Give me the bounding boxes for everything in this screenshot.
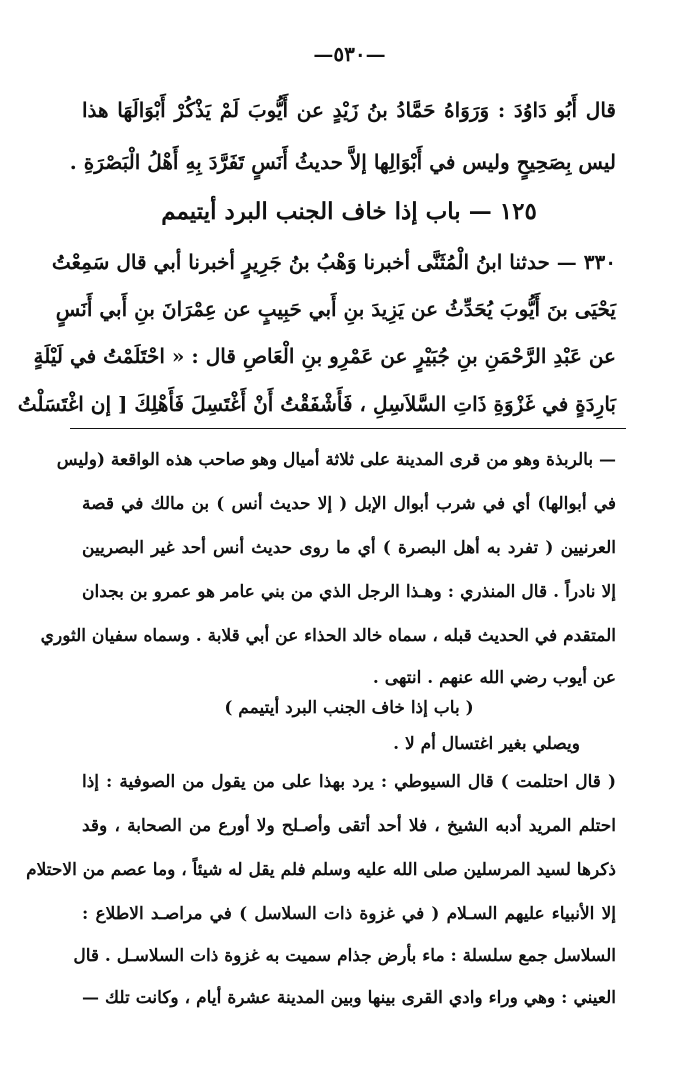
commentary-line: العيني : وهي وراء وادي القرى بينها وبين المدينة عشرة أيام ، وكانت تلك — bbox=[82, 988, 616, 1008]
commentary-line: عن أيوب رضي الله عنهم . انتهى . bbox=[372, 668, 616, 688]
hadith-text-line: قال أَبُو دَاوُدَ : وَرَوَاهُ حَمَّادُ بنُ زَيْدٍ عن أَيُّوبَ لَمْ يَذْكُرْ أَبْوَالَهَا هذا bbox=[82, 98, 616, 122]
commentary-line: إلا الأنبياء عليهم السـلام ( في غزوة ذات السلاسل ) في مراصـد الاطلاع : bbox=[82, 904, 616, 924]
commentary-line: في أبوالها) أي في شرب أبوال الإبل ( إلا حديث أنس ) بن مالك في قصة bbox=[82, 494, 616, 514]
commentary-chapter-heading: ( باب إذا خاف الجنب البرد أيتيمم ) bbox=[224, 698, 474, 718]
footnote-divider bbox=[70, 428, 626, 429]
commentary-line: المتقدم في الحديث قبله ، سماه خالد الحذاء عن أبي قلابة . وسماه سفيان الثوري bbox=[40, 626, 616, 646]
hadith-330-line: بَارِدَةٍ في غَزْوَةِ ذَاتِ السَّلاَسِلِ ، فَأَشْفَقْتُ أَنْ أَغْتَسِلَ فَأَهْلِكَ [ إن اغْتَسَلْتُ bbox=[17, 392, 616, 416]
hadith-330-line: عن عَبْدِ الرَّحْمَنِ بنِ جُبَيْرٍ عن عَمْرِو بنِ الْعَاصِ قال : « احْتَلَمْتُ في لَيْلَةٍ bbox=[33, 344, 616, 368]
page-number: —٥٣٠— bbox=[313, 42, 386, 66]
commentary-line: إلا نادراً . قال المنذري : وهـذا الرجل الذي من بني عامر هو عمرو بن بجدان bbox=[82, 582, 616, 602]
hadith-330-line: يَحْيَى بنَ أَيُّوبَ يُحَدِّثُ عن يَزِيدَ بنِ أَبي حَبِيبٍ عن عِمْرَانَ بنِ أَبي أَنَسٍ bbox=[55, 297, 616, 321]
hadith-text-line: ليس بِصَحِيحٍ وليس في أَبْوَالِها إلاَّ حديثُ أَنَسٍ تَفَرَّدَ بِهِ أَهْلُ الْبَصْرَةِ . bbox=[69, 150, 616, 174]
commentary-line: — بالربذة وهو من قرى المدينة على ثلاثة أميال وهو صاحب هذه الواقعة (وليس bbox=[56, 450, 616, 470]
commentary-line: العرنيين ( تفرد به أهل البصرة ) أي ما روى حديث أنس أحد غير البصريين bbox=[82, 538, 616, 558]
hadith-330-line: ٣٣٠ — حدثنا ابنُ الْمُثَنَّى أخبرنا وَهْبُ بنُ جَرِيرٍ أخبرنا أبي قال سَمِعْتُ bbox=[51, 250, 616, 274]
commentary-line: السلاسل جمع سلسلة : ماء بأرض جذام سميت به غزوة ذات السلاسـل . قال bbox=[73, 946, 616, 966]
commentary-line: احتلم المريد أدبه الشيخ ، فلا أحد أتقى وأصـلح ولا أورع من الصحابة ، وقد bbox=[82, 816, 616, 836]
commentary-subline: ويصلي بغير اغتسال أم لا . bbox=[393, 734, 580, 754]
chapter-title: ١٢٥ — باب إذا خاف الجنب البرد أيتيمم bbox=[161, 198, 537, 225]
commentary-line: ( قال احتلمت ) قال السيوطي : يرد بهذا على من يقول من الصوفية : إذا bbox=[82, 772, 616, 792]
commentary-line: ذكرها لسيد المرسلين صلى الله عليه وسلم فلم يقل له شيئاً ، وما عصم من الاحتلام bbox=[26, 860, 616, 880]
